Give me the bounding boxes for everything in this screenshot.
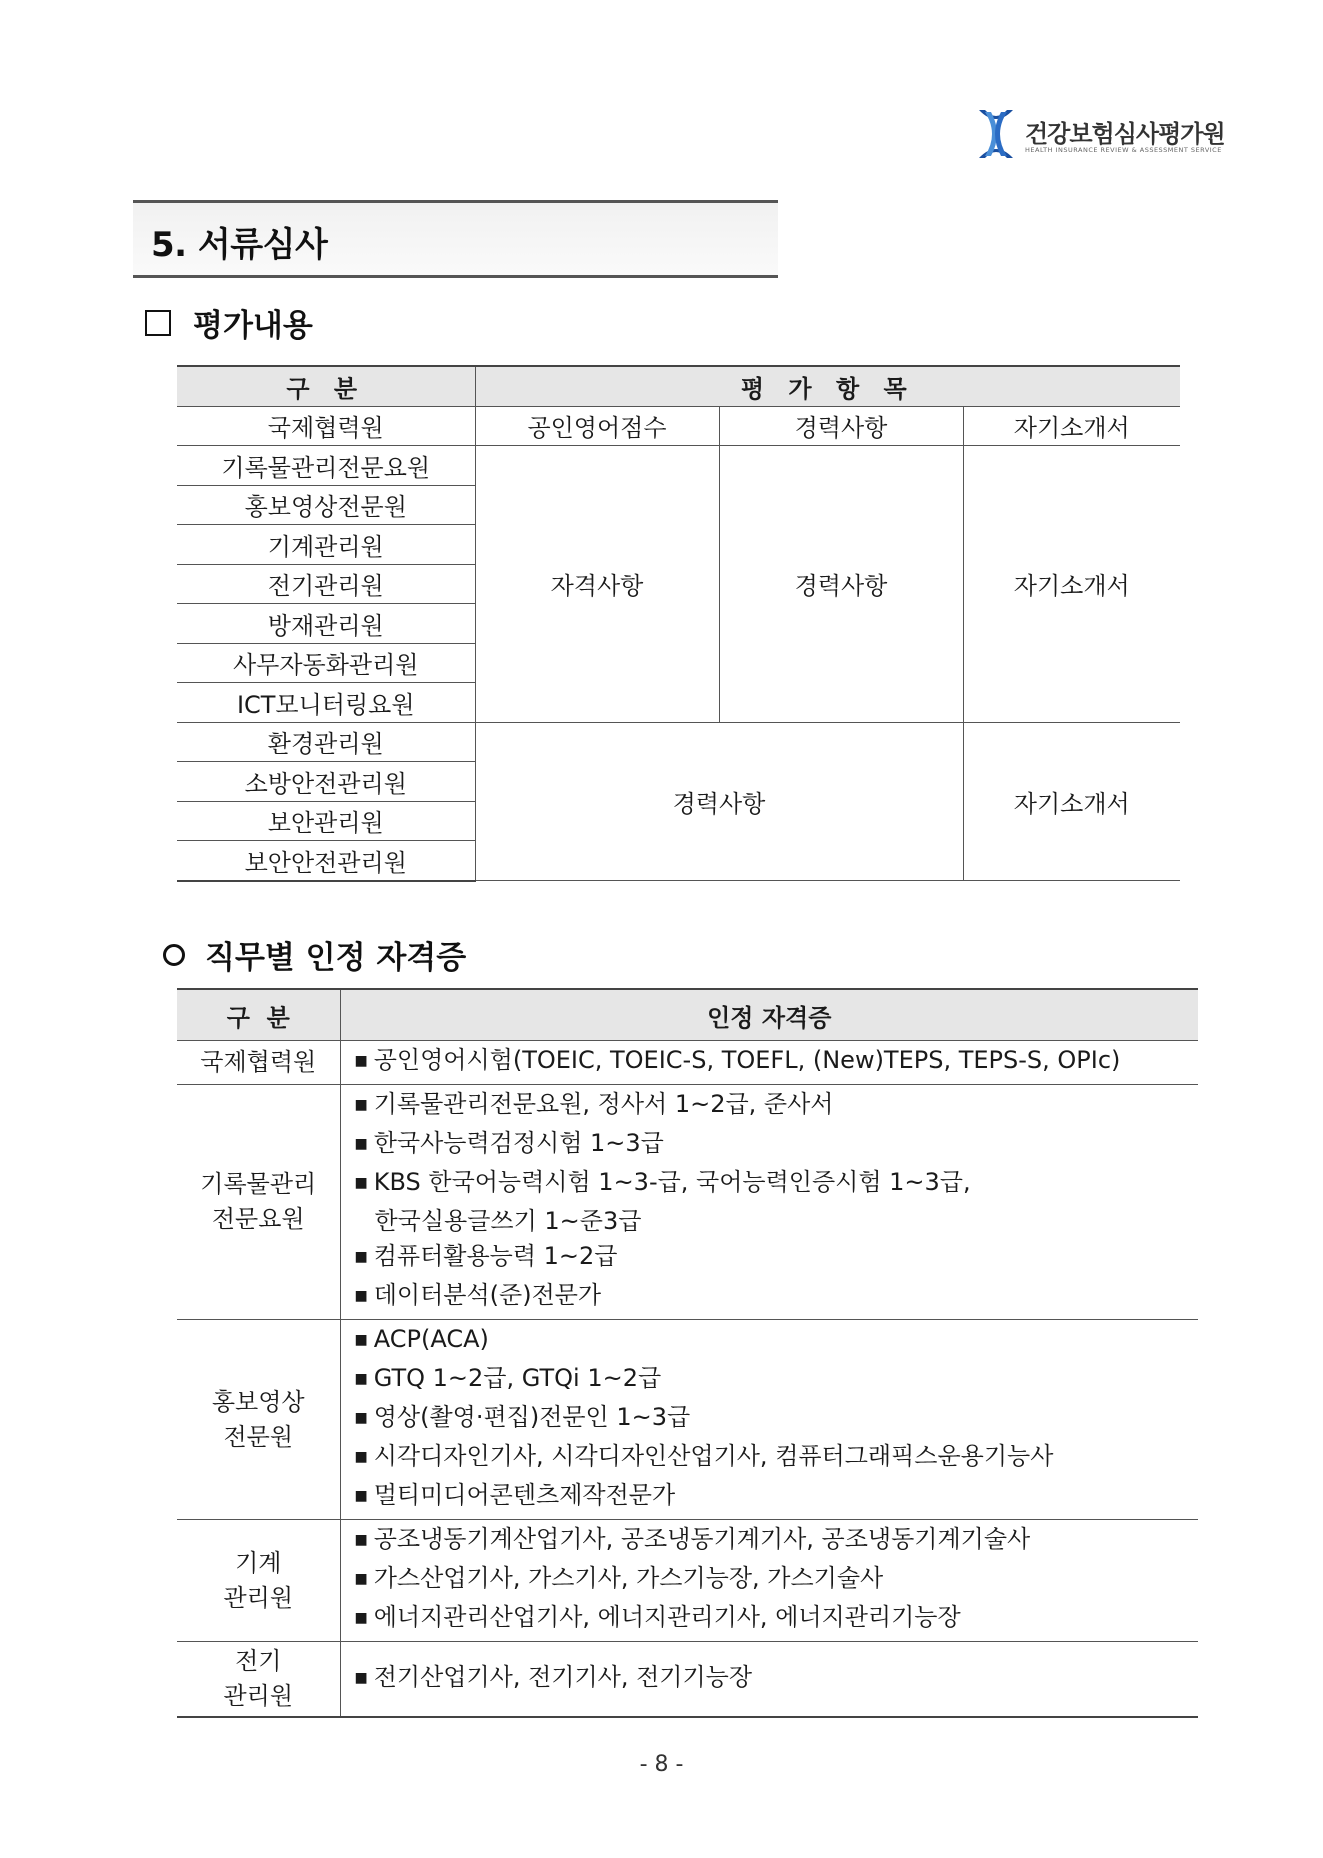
row-category bbox=[177, 1320, 340, 1520]
group-a-item2: 경력사항 bbox=[719, 446, 963, 723]
row-item: 공인영어점수 bbox=[475, 406, 719, 446]
page-number: - 8 - bbox=[639, 1752, 684, 1777]
row-name: 소방안전관리원 bbox=[177, 762, 475, 802]
group-b-item1: 경력사항 bbox=[475, 722, 963, 881]
cert-item: ■ 공인영어시험(TOEIC, TOEIC-S, TOEFL, (New)TEPS, TEPS-S, OPIc) bbox=[355, 1043, 1199, 1082]
certs-heading bbox=[163, 932, 466, 977]
row-name: 홍보영상전문원 bbox=[177, 485, 475, 525]
row-cert-list bbox=[340, 1041, 1198, 1085]
cert-item: ■ 공조냉동기계산업기사, 공조냉동기계기사, 공조냉동기계기술사 bbox=[355, 1522, 1199, 1561]
cert-item: ■ 영상(촬영·편집)전문인 1~3급 bbox=[355, 1400, 1199, 1439]
row-name: 방재관리원 bbox=[177, 604, 475, 644]
table-row bbox=[177, 1520, 1198, 1642]
category-line: 관리원 bbox=[223, 1583, 294, 1612]
row-category bbox=[177, 1642, 340, 1718]
cert-item-continuation: 한국실용글쓰기 1~준3급 bbox=[374, 1207, 642, 1235]
row-item: 자기소개서 bbox=[963, 406, 1180, 446]
group-b-item2: 자기소개서 bbox=[963, 722, 1180, 881]
table-row bbox=[177, 1041, 1198, 1085]
row-category: 국제협력원 bbox=[177, 1041, 340, 1085]
row-category bbox=[177, 1085, 340, 1320]
row-name: 환경관리원 bbox=[177, 722, 475, 762]
row-cert-list bbox=[340, 1085, 1198, 1320]
table-row bbox=[177, 1320, 1198, 1520]
row-category bbox=[177, 1520, 340, 1642]
row-item: 경력사항 bbox=[719, 406, 963, 446]
org-subtitle: HEALTH INSURANCE REVIEW & ASSESSMENT SERVICE bbox=[1025, 146, 1222, 154]
row-cert-list bbox=[340, 1320, 1198, 1520]
section-header bbox=[133, 200, 778, 278]
group-a-item1: 자격사항 bbox=[475, 446, 719, 723]
category-line: 전문요원 bbox=[211, 1205, 305, 1233]
row-name: 기록물관리전문요원 bbox=[177, 446, 475, 486]
section-title: 5. 서류심사 bbox=[151, 225, 328, 265]
org-logo bbox=[975, 108, 1225, 160]
cert-item: ■ 에너지관리산업기사, 에너지관리기사, 에너지관리기능장 bbox=[355, 1600, 1199, 1639]
table-row bbox=[177, 722, 1180, 762]
category-line: 홍보영상 bbox=[211, 1387, 305, 1416]
row-name: 국제협력원 bbox=[177, 406, 475, 446]
row-name: ICT모니터링요원 bbox=[177, 683, 475, 723]
cert-item: ■ 멀티미디어콘텐츠제작전문가 bbox=[355, 1478, 1199, 1517]
cert-item: ■ 한국사능력검정시험 1~3급 bbox=[355, 1126, 1199, 1165]
table-row bbox=[177, 1642, 1198, 1718]
header-category: 구 분 bbox=[177, 366, 475, 406]
table-row bbox=[177, 1085, 1198, 1320]
cert-item: ■ 전기산업기사, 전기기사, 전기기능장 bbox=[355, 1660, 1199, 1699]
org-name: 건강보험심사평가원 bbox=[1025, 120, 1225, 148]
category-line: 전기 bbox=[235, 1647, 282, 1675]
cert-item: ■ ACP(ACA) bbox=[355, 1322, 1199, 1361]
cert-item: ■ 시각디자인기사, 시각디자인산업기사, 컴퓨터그래픽스운용기능사 bbox=[355, 1439, 1199, 1478]
row-name: 보안안전관리원 bbox=[177, 841, 475, 881]
checkbox-square-icon bbox=[145, 310, 171, 336]
cert-item: ■ 데이터분석(준)전문가 bbox=[355, 1278, 1199, 1317]
row-name: 기계관리원 bbox=[177, 525, 475, 565]
group-a-item3: 자기소개서 bbox=[963, 446, 1180, 723]
category-line: 기록물관리 bbox=[200, 1170, 317, 1198]
category-line: 관리원 bbox=[223, 1682, 294, 1710]
cert-item: ■ KBS 한국어능력시험 1~3-급, 국어능력인증시험 1~3급, bbox=[355, 1165, 1199, 1204]
hira-logo-mark-icon bbox=[975, 108, 1017, 160]
eval-heading-text: 평가내용 bbox=[193, 308, 313, 344]
header-certs: 인정 자격증 bbox=[340, 989, 1198, 1041]
eval-heading bbox=[145, 300, 313, 345]
header-eval-items: 평 가 항 목 bbox=[475, 366, 1180, 406]
table-row bbox=[177, 446, 1180, 486]
row-name: 보안관리원 bbox=[177, 801, 475, 841]
row-cert-list bbox=[340, 1520, 1198, 1642]
row-name: 전기관리원 bbox=[177, 564, 475, 604]
header-category: 구 분 bbox=[177, 989, 340, 1041]
evaluation-table bbox=[177, 365, 1180, 882]
table-row bbox=[177, 406, 1180, 446]
category-line: 기계 bbox=[235, 1548, 282, 1577]
row-cert-list bbox=[340, 1642, 1198, 1718]
circle-bullet-icon bbox=[163, 944, 185, 966]
cert-item: ■ 가스산업기사, 가스기사, 가스기능장, 가스기술사 bbox=[355, 1561, 1199, 1600]
cert-item: ■ GTQ 1~2급, GTQi 1~2급 bbox=[355, 1361, 1199, 1400]
certs-heading-text: 직무별 인정 자격증 bbox=[205, 940, 467, 976]
cert-item: ■ 기록물관리전문요원, 정사서 1~2급, 준사서 bbox=[355, 1087, 1199, 1126]
cert-item: ■ 컴퓨터활용능력 1~2급 bbox=[355, 1239, 1199, 1278]
table-header-row bbox=[177, 366, 1180, 406]
row-name: 사무자동화관리원 bbox=[177, 643, 475, 683]
table-header-row bbox=[177, 989, 1198, 1041]
certificates-table bbox=[177, 988, 1198, 1718]
category-line: 전문원 bbox=[223, 1422, 294, 1451]
